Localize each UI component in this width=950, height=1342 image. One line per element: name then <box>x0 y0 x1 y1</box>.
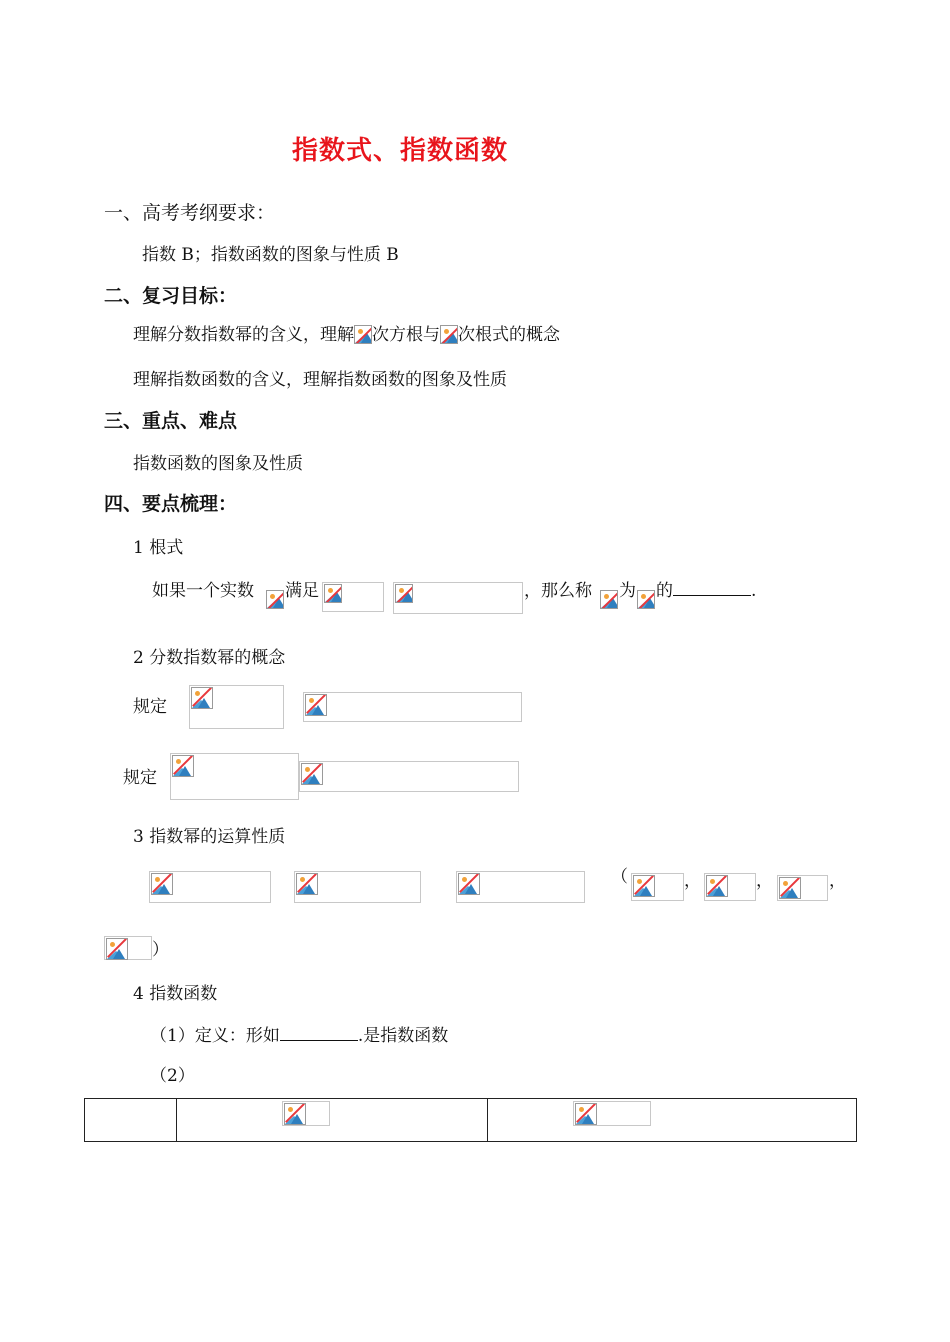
broken-image-icon <box>151 873 173 895</box>
text-segment: （1）定义：形如 <box>150 1026 280 1046</box>
broken-image-icon <box>301 763 323 785</box>
formula-image-frame <box>777 875 828 901</box>
property-table <box>84 1098 857 1142</box>
comma: ， <box>756 871 773 891</box>
item-1-text-a: 如果一个实数 <box>152 581 254 601</box>
section-2-heading: 二、复习目标： <box>104 285 238 307</box>
formula-image-frame <box>282 1101 330 1126</box>
formula-image-frame <box>149 871 271 903</box>
formula-image-frame <box>189 685 284 729</box>
broken-image-icon <box>440 325 458 344</box>
item-1-text-c: ，那么称 <box>524 581 592 601</box>
broken-image-icon <box>266 590 284 609</box>
broken-image-icon <box>637 590 655 609</box>
formula-image-frame <box>294 871 421 903</box>
formula-image-frame <box>303 692 522 722</box>
text-segment: 次根式的概念 <box>458 325 560 345</box>
broken-image-icon <box>633 875 655 897</box>
section-2-line-1 <box>133 320 560 345</box>
item-4-label: 4 指数函数 <box>133 984 218 1004</box>
broken-image-icon <box>575 1103 597 1125</box>
page-title: 指数式、指数函数 <box>292 136 509 166</box>
rule-2-label: 规定 <box>123 768 157 788</box>
item-4-sub-2: （2） <box>150 1066 195 1086</box>
broken-image-icon <box>779 877 801 899</box>
broken-image-icon <box>458 873 480 895</box>
broken-image-icon <box>354 325 372 344</box>
text-segment: 的 <box>656 581 673 601</box>
table-cell <box>488 1099 857 1142</box>
item-1-text-b: 满足 <box>285 581 319 601</box>
formula-image-frame <box>299 761 519 792</box>
item-3-label: 3 指数幂的运算性质 <box>133 827 286 847</box>
item-4-definition <box>150 1021 448 1046</box>
formula-image-frame <box>170 753 299 800</box>
item-1-text-e <box>656 576 756 601</box>
formula-image-frame <box>104 936 152 960</box>
broken-image-icon <box>305 694 327 716</box>
broken-image-icon <box>324 584 342 603</box>
fill-in-blank <box>673 581 751 596</box>
comma: ， <box>829 871 846 891</box>
comma: ， <box>684 871 701 891</box>
text-segment: .是指数函数 <box>357 1026 449 1046</box>
text-segment: 理解分数指数幂的含义，理解 <box>133 325 354 345</box>
formula-image-frame <box>704 873 756 901</box>
section-4-heading: 四、要点梳理： <box>104 493 238 515</box>
section-3-heading: 三、重点、难点 <box>104 410 238 432</box>
broken-image-icon <box>296 873 318 895</box>
broken-image-icon <box>706 875 728 897</box>
table-cell <box>85 1099 177 1142</box>
section-1-heading: 一、高考考纲要求： <box>104 202 276 224</box>
broken-image-icon <box>395 584 413 603</box>
broken-image-icon <box>600 590 618 609</box>
item-2-label: 2 分数指数幂的概念 <box>133 648 286 668</box>
rule-1-label: 规定 <box>133 697 167 717</box>
text-segment: 次方根与 <box>372 325 440 345</box>
formula-image-frame <box>573 1101 651 1126</box>
fill-in-blank <box>280 1026 358 1041</box>
broken-image-icon <box>284 1103 306 1125</box>
formula-image-frame <box>322 582 384 612</box>
broken-image-icon <box>106 938 128 960</box>
section-3-line: 指数函数的图象及性质 <box>133 454 303 474</box>
section-2-line-2: 理解指数函数的含义，理解指数函数的图象及性质 <box>133 370 507 390</box>
broken-image-icon <box>191 687 213 709</box>
text-segment: . <box>751 581 757 601</box>
table-row <box>85 1099 857 1142</box>
section-1-line: 指数 B；指数函数的图象与性质 B <box>142 245 399 265</box>
paren-close: ） <box>152 940 169 960</box>
formula-image-frame <box>456 871 585 903</box>
broken-image-icon <box>172 755 194 777</box>
formula-image-frame <box>631 873 684 901</box>
formula-image-frame <box>393 582 523 614</box>
paren-open: （ <box>611 867 628 887</box>
table-cell <box>177 1099 488 1142</box>
item-1-label: 1 根式 <box>133 538 184 558</box>
item-1-text-d: 为 <box>619 581 636 601</box>
